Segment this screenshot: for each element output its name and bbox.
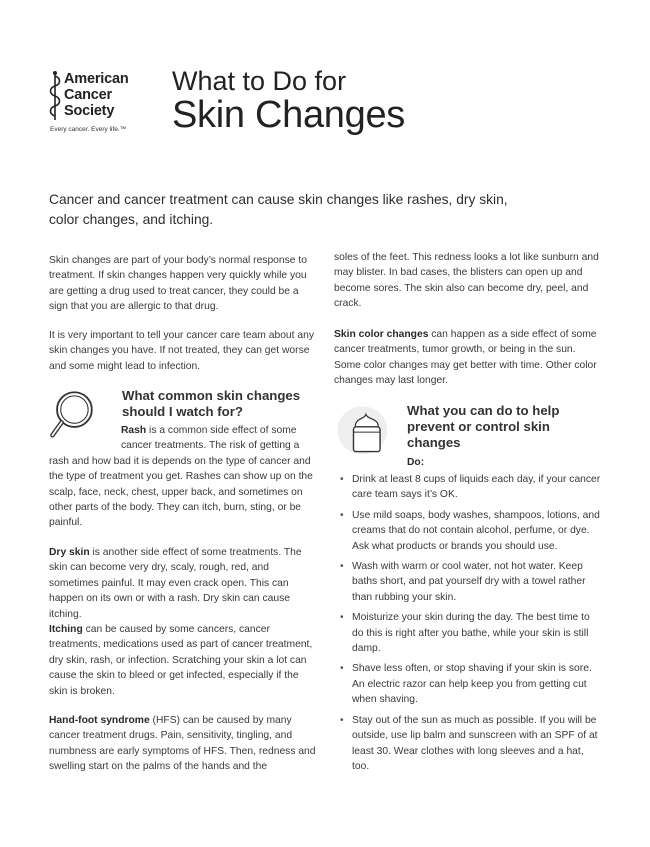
term-skin-color-changes: Skin color changes bbox=[334, 329, 429, 340]
do-label: Do: bbox=[407, 457, 425, 468]
list-item: • Moisturize your skin during the day. The best time to do this is right after you bathe, while your skin is still damp. bbox=[335, 610, 601, 656]
term-hand-foot-syndrome: Hand-foot syndrome bbox=[49, 715, 150, 726]
page-title-line2: Skin Changes bbox=[172, 94, 405, 136]
paragraph-hand-foot: Hand-foot syndrome (HFS) can be caused by many cancer treatment drugs. Pain, sensitivity, tingling, and numbness are early symptoms of HFS. Then, redness and swelling start on the palms of the hands and the bbox=[49, 715, 316, 773]
list-item: • Wash with warm or cool water, not hot water. Keep baths short, and pat yourself dry with a towel rather than rubbing your skin. bbox=[335, 559, 601, 605]
paragraph-dry-skin: Dry skin is another side effect of some treatments. The skin can become very dry, scaly, rough, red, and sometimes painful. It may even crack open. This can happen on its own or with a rash. Dry skin can cause itching. bbox=[49, 547, 302, 620]
term-itching: Itching bbox=[49, 624, 83, 635]
organization-name: American Cancer Society bbox=[64, 71, 129, 119]
paragraph-skin-color: Skin color changes can happen as a side effect of some cancer treatments, tumor growth, or being in the sun. Some color changes may get better with time. Other color changes may last longer. bbox=[334, 329, 597, 387]
paragraph-rash: Rash is a common side effect of some cancer treatments. The risk of getting a rash and how bad it is depends on the type of cancer and the type of treatment you get. Rashes can show up on the scalp, face, neck, chest, upper back, and sometimes on other parts of the body. They can itch, burn, sting, or be painful. bbox=[49, 425, 313, 529]
list-item: • Shave less often, or stop shaving if your skin is sore. An electric razor can help keep you from getting cut when shaving. bbox=[335, 661, 601, 707]
heading-prevent-control: What you can do to help prevent or control skin changes bbox=[407, 403, 560, 450]
list-item: • Use mild soaps, body washes, shampoos, lotions, and creams that do not contain alcohol, perfume, or dye. Ask what products or brands you should use. bbox=[335, 508, 601, 554]
cream-jar-icon bbox=[333, 402, 397, 464]
paragraph-tell-care-team: It is very important to tell your cancer care team about any skin changes you have. If not treated, they can get worse and some might lead to infection. bbox=[49, 330, 314, 372]
list-item: • Drink at least 8 cups of liquids each day, if your cancer care team says it’s OK. bbox=[335, 472, 601, 503]
heading-common-skin-changes: What common skin changes should I watch for? bbox=[122, 388, 301, 419]
term-dry-skin: Dry skin bbox=[49, 547, 90, 558]
list-item: • Stay out of the sun as much as possible. If you will be outside, use lip balm and sunscreen with an SPF of at least 30. Wear clothes with long sleeves and a hat, too. bbox=[335, 713, 601, 775]
intro-paragraph: Cancer and cancer treatment can cause skin changes like rashes, dry skin, color changes, and itching. bbox=[49, 192, 508, 227]
tips-list bbox=[335, 472, 601, 779]
paragraph-skin-changes: Skin changes are part of your body’s normal response to treatment. If skin changes happen very quickly while you are getting a drug used to treat cancer, they could be a sign that you are allergic to that drug. bbox=[49, 255, 307, 313]
page-title-line1: What to Do for bbox=[172, 66, 347, 96]
term-rash: Rash bbox=[121, 425, 147, 436]
caduceus-logo-icon bbox=[49, 70, 63, 122]
logo-tagline: Every cancer. Every life.™ bbox=[50, 126, 127, 133]
paragraph-itching: Itching can be caused by some cancers, cancer treatments, medications used as part of cancer treatment, dry skin, rash, or infection. Scratching your skin a lot can cause the skin to bleed or get infected, especially if the skin is broken. bbox=[49, 624, 313, 697]
paragraph-hfs-continued: soles of the feet. This redness looks a lot like sunburn and may blister. In bad cases, the blisters can open up and become sores. The skin also can become dry, peel, and crack. bbox=[334, 252, 599, 310]
